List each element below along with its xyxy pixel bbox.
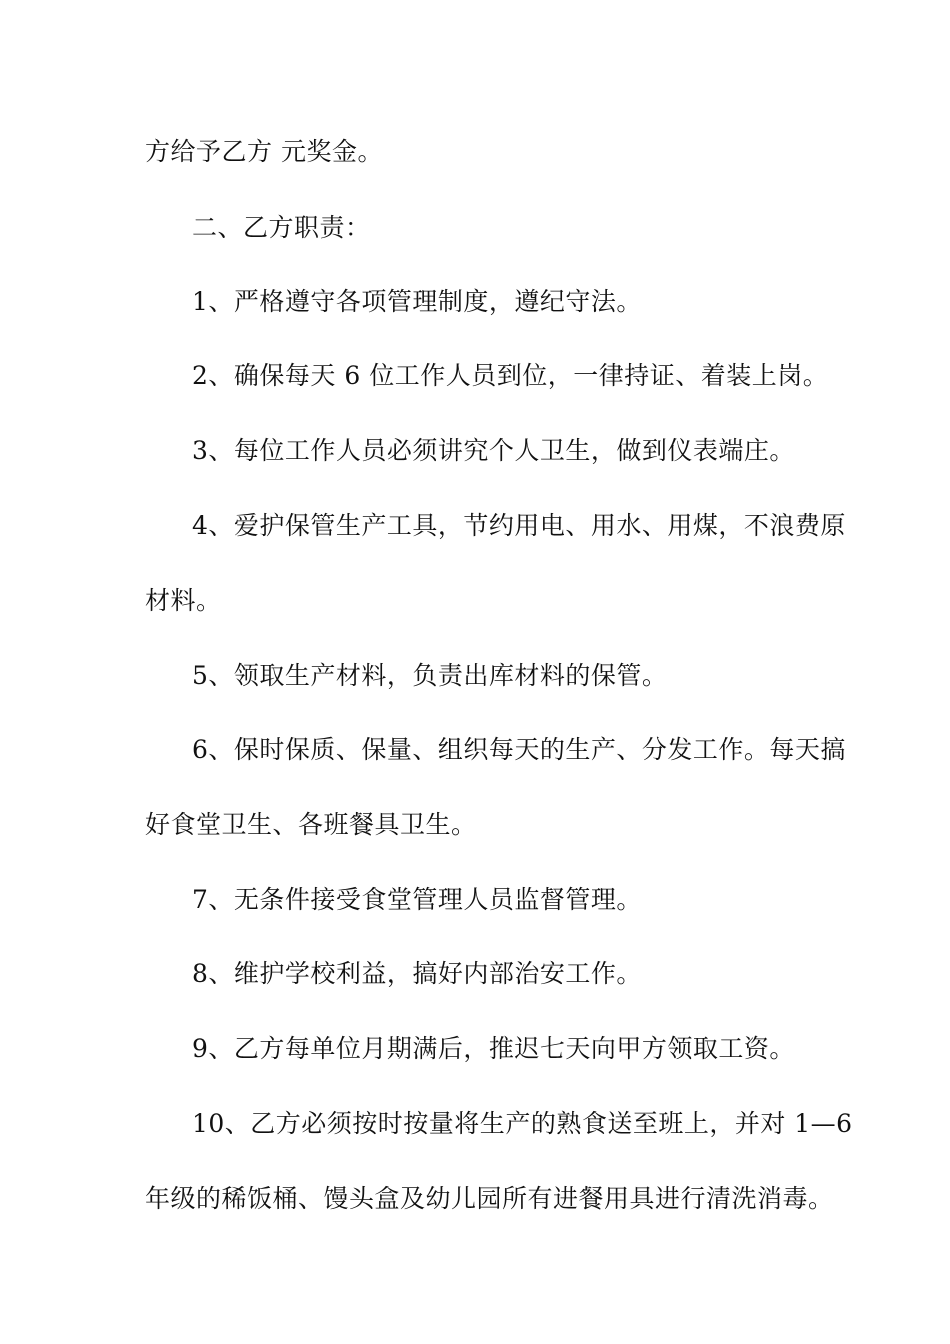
list-item: 10、乙方必须按时按量将生产的熟食送至班上，并对 1—6 bbox=[192, 1109, 853, 1138]
list-item: 5、领取生产材料，负责出库材料的保管。 bbox=[192, 661, 668, 690]
list-item-continuation: 年级的稀饭桶、馒头盒及幼儿园所有进餐用具进行清洗消毒。 bbox=[145, 1184, 834, 1213]
list-item: 8、维护学校利益，搞好内部治安工作。 bbox=[192, 959, 642, 988]
section-heading: 二、乙方职责： bbox=[192, 213, 371, 242]
text-line: 方给予乙方 元奖金。 bbox=[145, 137, 383, 166]
list-item: 6、保时保质、保量、组织每天的生产、分发工作。每天搞 bbox=[192, 735, 846, 764]
list-item: 2、确保每天 6 位工作人员到位，一律持证、着装上岗。 bbox=[192, 361, 829, 390]
list-item: 4、爱护保管生产工具，节约用电、用水、用煤，不浪费原 bbox=[192, 511, 846, 540]
list-item: 9、乙方每单位月期满后，推迟七天向甲方领取工资。 bbox=[192, 1034, 795, 1063]
list-item-continuation: 材料。 bbox=[145, 586, 222, 615]
list-item: 7、无条件接受食堂管理人员监督管理。 bbox=[192, 885, 642, 914]
list-item: 1、严格遵守各项管理制度，遵纪守法。 bbox=[192, 287, 642, 316]
list-item: 3、每位工作人员必须讲究个人卫生，做到仪表端庄。 bbox=[192, 436, 795, 465]
list-item-continuation: 好食堂卫生、各班餐具卫生。 bbox=[145, 810, 477, 839]
